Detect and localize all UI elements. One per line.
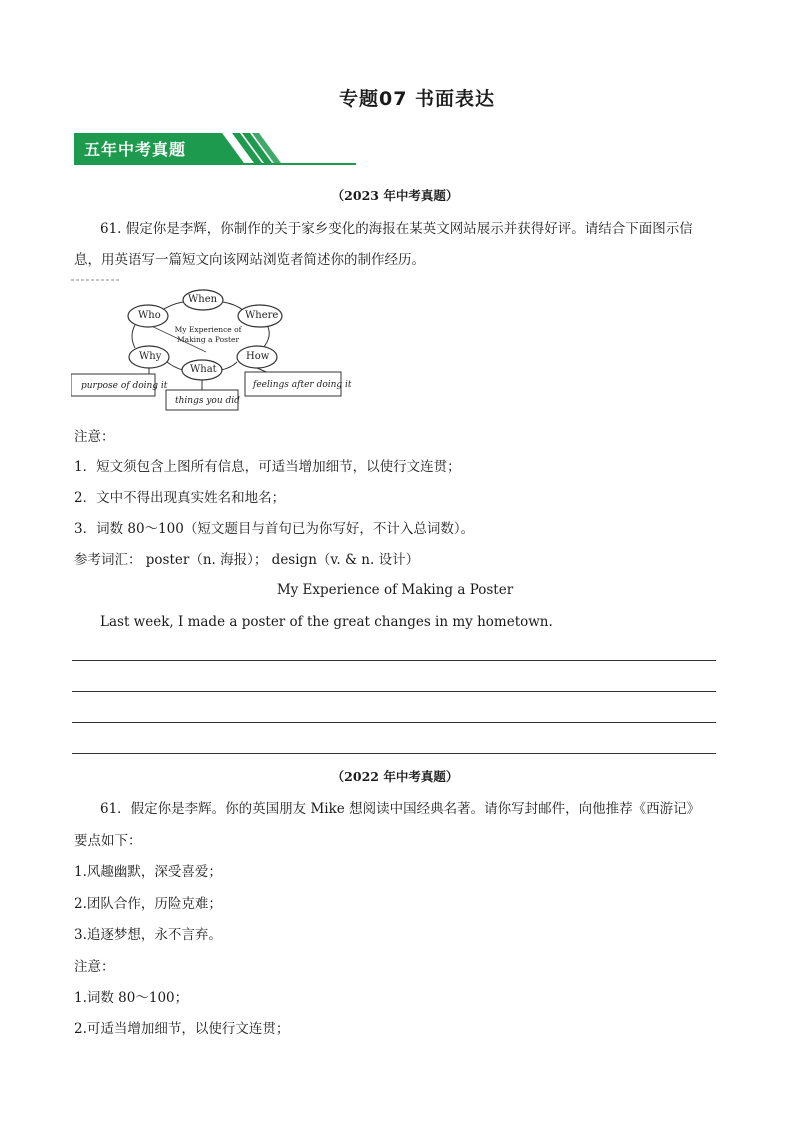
question-2-line1: 61．假定你是李辉。你的英国朋友 Mike 想阅读中国经典名著。请你写封邮件，向他推荐《西游记》 xyxy=(100,801,701,817)
note-1-3: 3．词数 80～100（短文题目与首句已为你写好，不计入总词数）。 xyxy=(74,521,475,537)
answer-line xyxy=(72,691,716,692)
box-things: things you did xyxy=(175,396,240,406)
node-what: What xyxy=(190,364,217,375)
box-purpose: purpose of doing it xyxy=(81,381,168,391)
essay-title: My Experience of Making a Poster xyxy=(276,582,514,598)
page-title: 专题07 书面表达 xyxy=(338,88,496,110)
node-when: When xyxy=(188,294,218,305)
note-1-1: 1．短文须包含上图所有信息，可适当增加细节，以使行文连贯； xyxy=(74,459,461,475)
mind-map-figure xyxy=(71,278,352,412)
diagram-center-line1: My Experience of xyxy=(174,325,242,334)
point-2: 2.团队合作，历险克难； xyxy=(74,896,222,912)
box-feelings: feelings after doing it xyxy=(253,380,352,390)
section-banner xyxy=(74,131,356,167)
note-heading-1: 注意： xyxy=(74,429,115,445)
answer-line xyxy=(72,722,716,723)
diagram-center-title xyxy=(169,325,247,345)
point-3: 3.追逐梦想，永不言弃。 xyxy=(74,927,222,943)
source-2023: （2023 年中考真题） xyxy=(331,188,459,203)
note-2-1: 1.词数 80～100； xyxy=(74,990,189,1006)
question-2-line2: 要点如下： xyxy=(74,833,142,849)
node-who: Who xyxy=(138,310,161,321)
section-banner-label: 五年中考真题 xyxy=(84,140,187,159)
answer-line xyxy=(72,753,716,754)
node-how: How xyxy=(246,351,270,362)
note-2-2: 2.可适当增加细节，以使行文连贯； xyxy=(74,1021,290,1037)
question-1-line1: 61. 假定你是李辉，你制作的关于家乡变化的海报在某英文网站展示并获得好评。请结合下面图示信 xyxy=(100,221,693,237)
note-1-2: 2．文中不得出现真实姓名和地名； xyxy=(74,490,286,506)
answer-line xyxy=(72,660,716,661)
node-why: Why xyxy=(139,351,162,362)
point-1: 1.风趣幽默，深受喜爱； xyxy=(74,864,222,880)
node-where: Where xyxy=(245,310,279,321)
diagram-center-line2: Making a Poster xyxy=(176,335,240,344)
note-heading-2: 注意： xyxy=(74,959,115,975)
source-2022: （2022 年中考真题） xyxy=(331,769,459,784)
question-1-line2: 息，用英语写一篇短文向该网站浏览者简述你的制作经历。 xyxy=(74,252,425,268)
vocab-line: 参考词汇： poster（n. 海报）； design（v. & n. 设计） xyxy=(74,552,420,568)
essay-first-sentence: Last week, I made a poster of the great changes in my hometown. xyxy=(100,614,553,630)
